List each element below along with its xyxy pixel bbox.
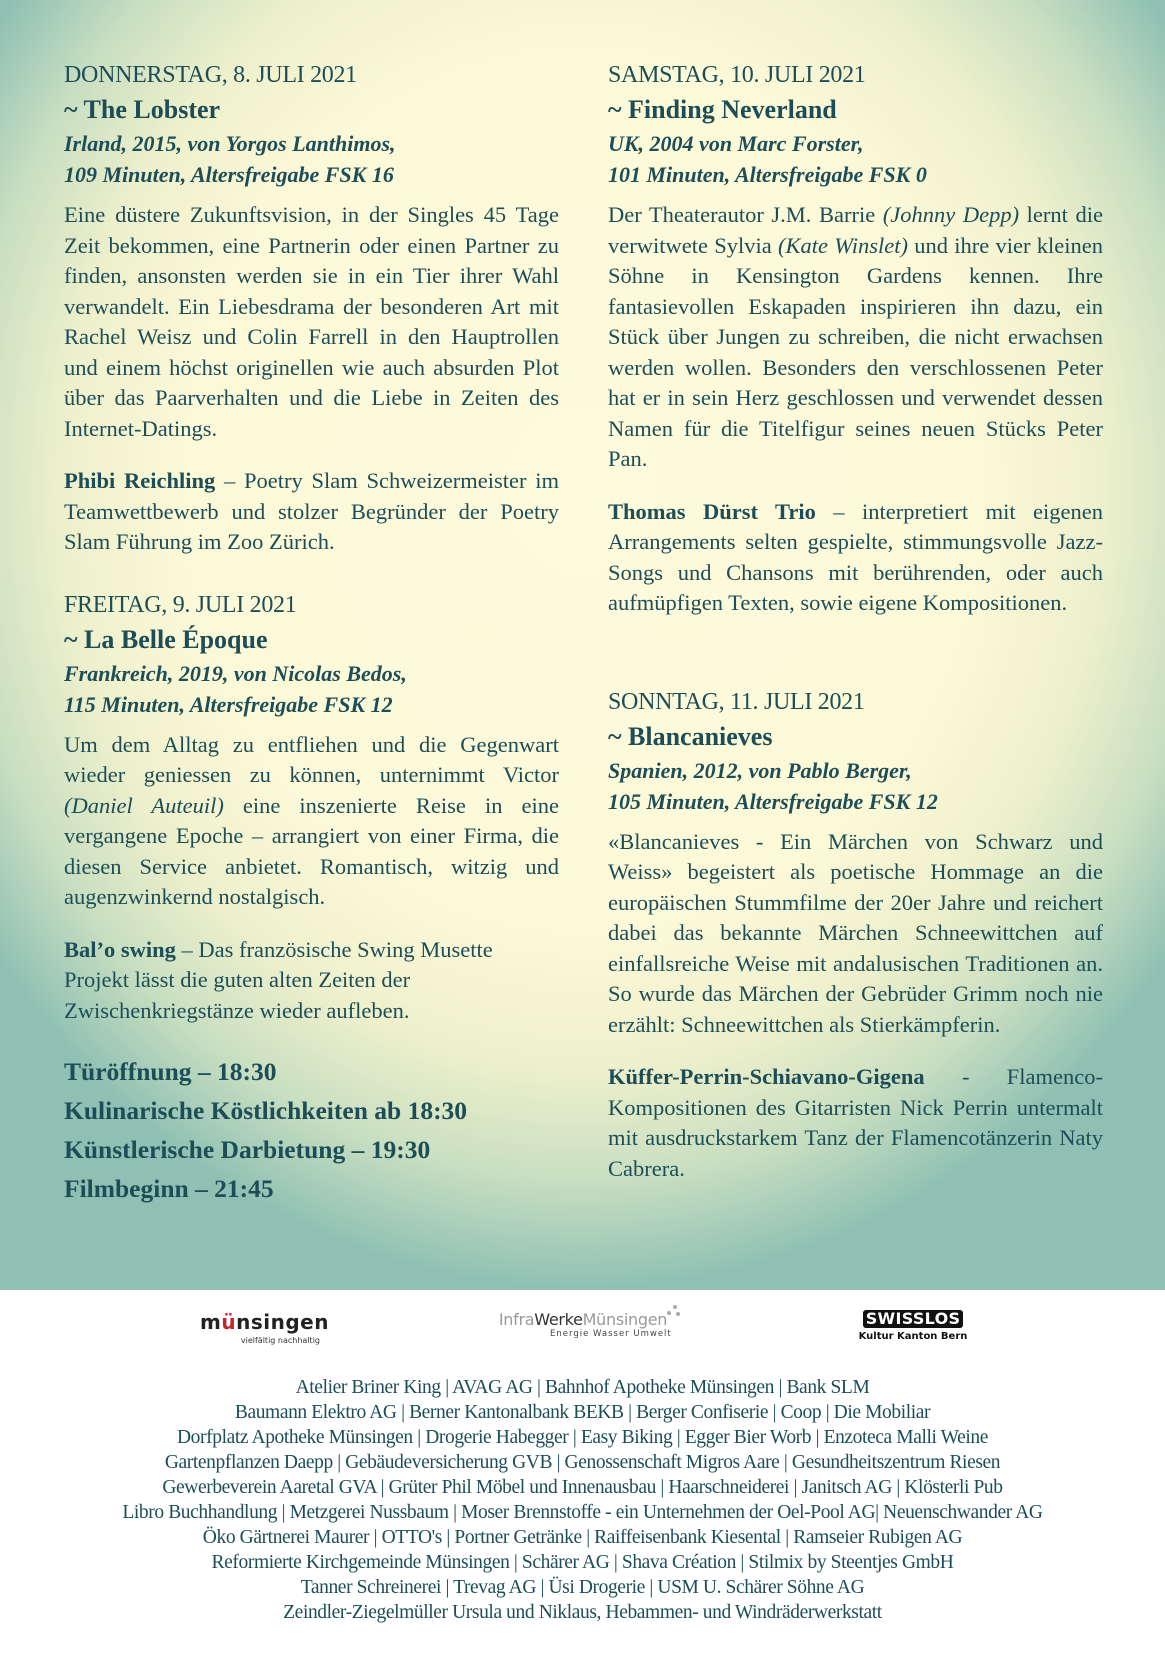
sponsor-line: Reformierte Kirchgemeinde Münsingen | Schärer AG | Shava Création | Stilmix by Steentjes GmbH xyxy=(211,1552,954,1573)
film-meta-rating: 105 Minuten, Altersfreigabe FSK 12 xyxy=(608,788,938,814)
film-meta-origin: Spanien, 2012, von Pablo Berger, xyxy=(608,757,912,783)
sponsor-line: Baumann Elektro AG | Berner Kantonalbank BEKB | Berger Confiserie | Coop | Die Mobiliar xyxy=(234,1402,931,1423)
act-text: – Poetry Slam Schweizermeister im Teamwettbewerb und stolzer Begründer der Poetry Slam Führung im Zoo Zürich. xyxy=(64,468,559,554)
sponsor-line: Tanner Schreinerei | Trevag AG | Üsi Drogerie | USM U. Schärer Söhne AG xyxy=(300,1577,865,1598)
act-name: Küffer-Perrin-Schiavano-Gigena xyxy=(608,1064,925,1089)
act-name: Phibi Reichling xyxy=(64,468,216,493)
film-description: Eine düstere Zukunftsvision, in der Singles 45 Tage Zeit bekommen, eine Partnerin oder einen Partner zu finden, ansonsten werden sie in ein Tier ihrer Wahl verwandelt. Ein Liebesdrama der besonderen Art mit Rachel Weisz und Colin Farrell in den Hauptrollen und einem höchst originellen wie auch absurden Plot über das Paarverhalten und die Liebe in Zeiten des Internet-Datings. xyxy=(64,202,559,441)
sponsor-line: Atelier Briner King | AVAG AG | Bahnhof Apotheke Münsingen | Bank SLM xyxy=(295,1377,870,1398)
film-description xyxy=(608,200,1103,475)
logo-text: Infra xyxy=(498,1310,535,1329)
schedule-item-doors: Türöffnung – 18:30 xyxy=(64,1057,277,1086)
event-thursday xyxy=(64,60,559,558)
logo-text-bold: Werke xyxy=(534,1310,583,1329)
film-title: ~ Blancanieves xyxy=(608,721,773,751)
muensingen-logo xyxy=(200,1310,329,1345)
act-name: Bal’o swing xyxy=(64,936,176,962)
logo-text: SWISSLOS xyxy=(863,1310,964,1328)
act-text: – interpretiert mit eigenen Arrangements selten gespielte, stimmungsvolle Jazz-Songs und Chansons mit berührenden, oder auch aufmüpfigen Texten, sowie eigene Kompositionen. xyxy=(608,498,1103,615)
schedule xyxy=(64,1052,559,1208)
desc-text: lernt die verwitwete Sylvia xyxy=(608,202,1103,258)
act-description xyxy=(608,1062,1103,1184)
actor-name: (Johnny Depp) xyxy=(882,202,1020,227)
actor-name: (Daniel Auteuil) xyxy=(64,792,224,818)
logo-text-accent: ü xyxy=(221,1310,237,1334)
dots-icon xyxy=(667,1305,681,1319)
logo-tagline: Energie Wasser Umwelt xyxy=(550,1329,672,1339)
desc-text: Der Theaterautor J.M. Barrie xyxy=(608,202,883,227)
desc-text: eine inszenierte Reise in eine vergangene Epoche – arrangiert von einer Firma, die diesen Service anbietet. Romantisch, witzig und augenzwinkernd nostalgisch. xyxy=(64,792,559,909)
event-date: DONNERSTAG, 8. JULI 2021 xyxy=(64,62,357,88)
film-description: «Blancanieves - Ein Märchen von Schwarz und Weiss» begeistert als poetische Hommage an die europäischen Stummfilme der 20er Jahre und reichert dabei das bekannte Märchen Schneewittchen auf einfallsreiche Weise mit andalusischen Traditionen an. So wurde das Märchen der Gebrüder Grimm noch nie erzählt: Schneewittchen als Stierkämpferin. xyxy=(608,828,1103,1037)
schedule-item-performance: Künstlerische Darbietung – 19:30 xyxy=(64,1135,431,1164)
event-saturday xyxy=(608,60,1103,619)
sponsor-line: Zeindler-Ziegelmüller Ursula und Niklaus, Hebammen- und Windräderwerkstatt xyxy=(283,1602,882,1623)
film-description xyxy=(64,730,559,913)
act-description xyxy=(64,935,559,1027)
actor-name: (Kate Winslet) xyxy=(778,232,908,258)
sponsor-line: Öko Gärtnerei Maurer | OTTO's | Portner Getränke | Raiffeisenbank Kiesental | Ramseier Rubigen AG xyxy=(202,1527,963,1548)
film-title: ~ The Lobster xyxy=(64,95,221,124)
film-title: ~ La Belle Époque xyxy=(64,624,268,654)
act-text: – Das französische Swing Musette Projekt lässt die guten alten Zeiten der Zwischenkriegstänze wieder aufleben. xyxy=(64,936,493,1023)
infrawerke-logo xyxy=(490,1310,690,1339)
schedule-item-film: Filmbeginn – 21:45 xyxy=(64,1174,274,1203)
film-meta-rating: 101 Minuten, Altersfreigabe FSK 0 xyxy=(608,162,927,187)
desc-text: und ihre vier kleinen Söhne in Kensington Gardens kennen. Ihre fantasievollen Eskapaden inspirieren ihn dazu, ein Stück über Jungen zu schreiben, die nicht erwachsen werden wollen. Besonders den verschlossenen Peter hat er in sein Herz geschlossen und verwendet dessen Namen für die Titelfigur seines neuen Stücks Peter Pan. xyxy=(608,232,1103,471)
logo-tagline: vielfältig nachhaltig xyxy=(240,1336,320,1345)
logo-text: Münsingen xyxy=(582,1310,668,1329)
film-meta-origin: Irland, 2015, von Yorgos Lanthimos, xyxy=(64,131,396,156)
sponsor-line: Gewerbeverein Aaretal GVA | Grüter Phil Möbel und Innenausbau | Haarschneiderei | Janitsch AG | Klösterli Pub xyxy=(162,1477,1003,1498)
event-date: FREITAG, 9. JULI 2021 xyxy=(64,591,297,618)
film-meta-origin: Frankreich, 2019, von Nicolas Bedos, xyxy=(64,660,407,686)
event-friday xyxy=(64,590,559,1027)
film-meta-rating: 109 Minuten, Altersfreigabe FSK 16 xyxy=(64,162,394,187)
desc-text: Um dem Alltag zu entfliehen und die Gegenwart wieder geniessen zu können, unternimmt Victor xyxy=(64,731,559,787)
event-date: SONNTAG, 11. JULI 2021 xyxy=(608,688,865,715)
sponsor-line: Dorfplatz Apotheke Münsingen | Drogerie Habegger | Easy Biking | Egger Bier Worb | Enzoteca Malli Weine xyxy=(177,1427,988,1448)
program-left-column xyxy=(64,60,559,1208)
act-name: Thomas Dürst Trio xyxy=(608,498,816,524)
act-description xyxy=(608,497,1103,619)
film-meta-origin: UK, 2004 von Marc Forster, xyxy=(608,131,864,156)
logo-text: nsingen xyxy=(236,1310,329,1334)
event-date: SAMSTAG, 10. JULI 2021 xyxy=(608,62,866,88)
act-text: - Flamenco-Kompositionen des Gitarristen Nick Perrin untermalt mit ausdruckstarkem Tanz der Flamencotänzerin Naty Cabrera. xyxy=(608,1064,1103,1181)
program-right-column xyxy=(608,60,1103,1184)
swisslos-logo xyxy=(858,1310,968,1342)
logo-text: m xyxy=(200,1310,222,1334)
act-description xyxy=(64,466,559,558)
logo-tagline: Kultur Kanton Bern xyxy=(858,1331,968,1342)
film-title: ~ Finding Neverland xyxy=(608,95,837,124)
sponsor-list xyxy=(0,1375,1165,1625)
sponsor-logos xyxy=(0,1310,1165,1365)
sponsor-line: Libro Buchhandlung | Metzgerei Nussbaum | Moser Brennstoffe - ein Unternehmen der Oel-Pool AG| Neuenschwander AG xyxy=(122,1502,1043,1523)
schedule-item-food: Kulinarische Köstlichkeiten ab 18:30 xyxy=(64,1096,468,1125)
event-sunday xyxy=(608,687,1103,1185)
film-meta-rating: 115 Minuten, Altersfreigabe FSK 12 xyxy=(64,691,393,717)
sponsor-line: Gartenpflanzen Daepp | Gebäudeversicherung GVB | Genossenschaft Migros Aare | Gesundheitszentrum Riesen xyxy=(164,1452,1001,1473)
